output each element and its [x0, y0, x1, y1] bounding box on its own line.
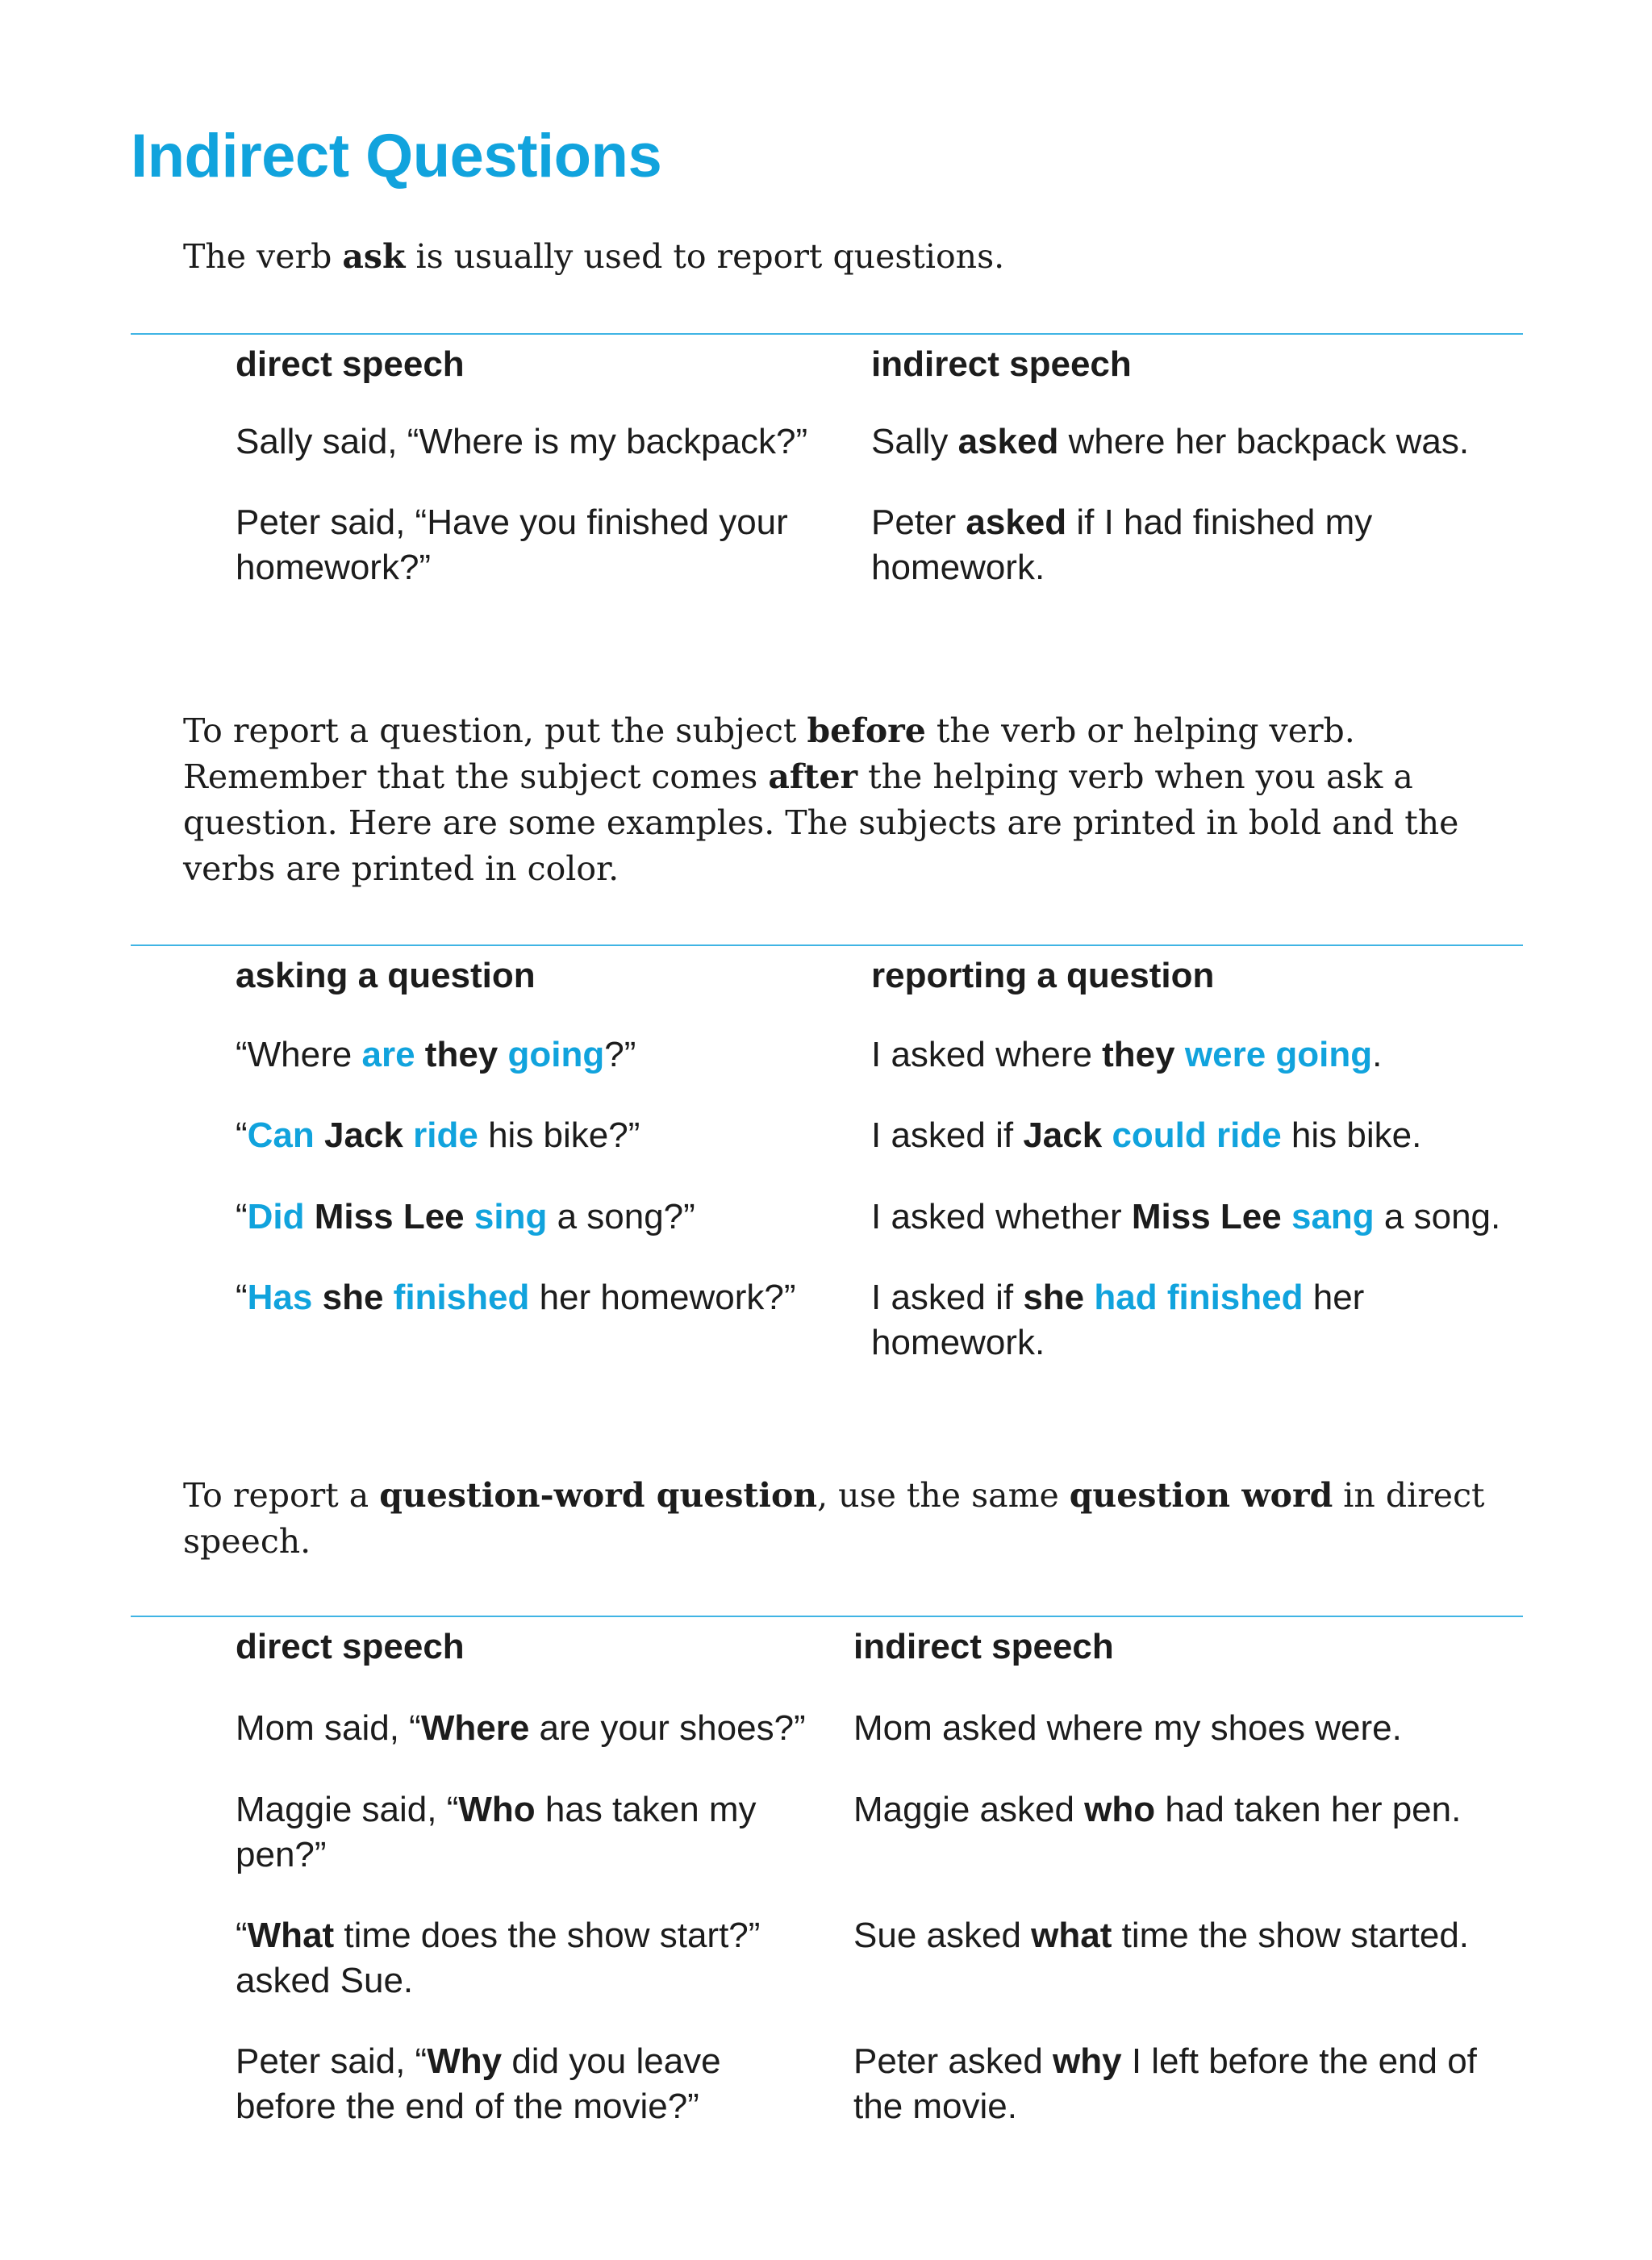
table1-row2-direct: Peter said, “Have you finished your homework?”	[236, 502, 788, 587]
table1-row1-indirect: Sally asked where her backpack was.	[871, 422, 1470, 461]
question-word-paragraph: To report a question-word question, use the same question word in direct speech.	[183, 1476, 1485, 1561]
table2-row3-question: “Did Miss Lee sing a song?”	[236, 1197, 695, 1236]
table3-header-indirect: indirect speech	[853, 1627, 1114, 1666]
table2-row3-report: I asked whether Miss Lee sang a song.	[871, 1197, 1501, 1236]
table1-header-direct: direct speech	[236, 344, 465, 384]
table1-header-indirect: indirect speech	[871, 344, 1132, 384]
table2-row2-report: I asked if Jack could ride his bike.	[871, 1115, 1422, 1155]
table2-row2-question: “Can Jack ride his bike?”	[236, 1115, 640, 1155]
table2-row1-report: I asked where they were going.	[871, 1035, 1383, 1074]
table3-row4-indirect: Peter asked why I left before the end of the movie.	[853, 2041, 1477, 2126]
table2-row1-question: “Where are they going?”	[236, 1035, 636, 1074]
table3-row1-indirect: Mom asked where my shoes were.	[853, 1708, 1402, 1748]
table2-top-rule	[131, 944, 1523, 946]
table1-row1-direct: Sally said, “Where is my backpack?”	[236, 422, 808, 461]
table2-header-asking: asking a question	[236, 956, 536, 995]
table1-row2-indirect: Peter asked if I had finished my homework.	[871, 502, 1373, 587]
table3-row4-direct: Peter said, “Why did you leave before the end of the movie?”	[236, 2041, 721, 2126]
table3-row2-direct: Maggie said, “Who has taken my pen?”	[236, 1790, 757, 1874]
table2-header-reporting: reporting a question	[871, 956, 1215, 995]
table2-row4-report: I asked if she had finished her homework.	[871, 1278, 1365, 1362]
table2-row4-question: “Has she finished her homework?”	[236, 1278, 796, 1317]
page-title: Indirect Questions	[131, 122, 662, 190]
table3-row2-indirect: Maggie asked who had taken her pen.	[853, 1790, 1462, 1829]
table3-top-rule	[131, 1616, 1523, 1617]
intro-paragraph: The verb ask is usually used to report questions.	[183, 237, 1005, 276]
subject-order-paragraph: To report a question, put the subject before the verb or helping verb. Remember that the subject comes after the helping verb when you ask a question. Here are some examples. The subjects are printed in bold and the verbs are printed in color.	[183, 711, 1459, 888]
table3-row3-indirect: Sue asked what time the show started.	[853, 1916, 1470, 1955]
table3-header-direct: direct speech	[236, 1627, 465, 1666]
table3-row3-direct: “What time does the show start?” asked Sue.	[236, 1916, 761, 2000]
table3-row1-direct: Mom said, “Where are your shoes?”	[236, 1708, 806, 1748]
table1-top-rule	[131, 333, 1523, 335]
